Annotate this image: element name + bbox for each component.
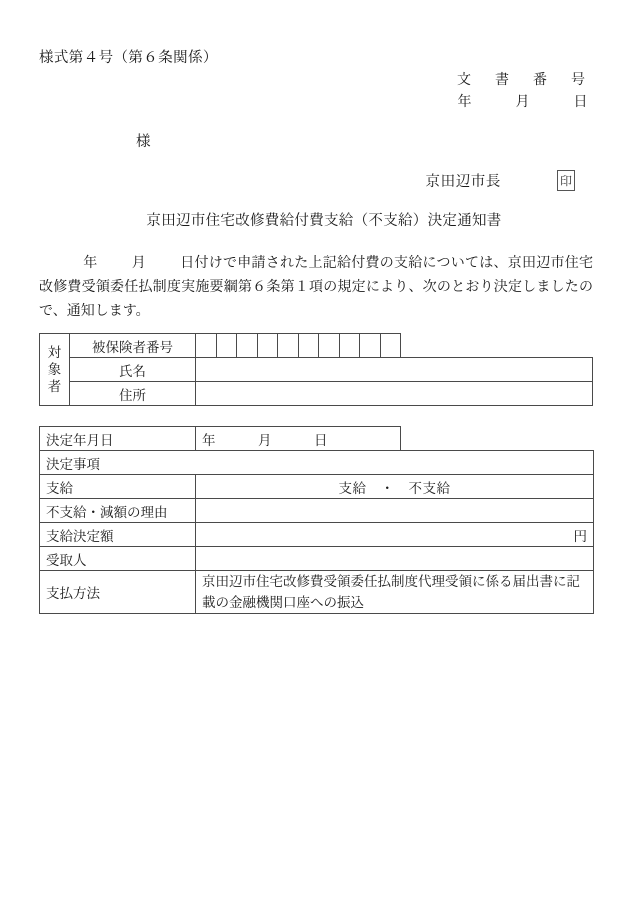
payment-choice-value[interactable]: 支給 ・ 不支給 (196, 475, 594, 499)
amount-value[interactable]: 円 (196, 523, 594, 547)
addressee-honorific: 様 (136, 134, 151, 150)
insurance-digit-9[interactable] (360, 334, 381, 358)
form-number: 様式第４号（第６条関係） (39, 50, 218, 66)
issuer-name: 京田辺市長 (425, 174, 501, 190)
insurance-digit-5[interactable] (278, 334, 299, 358)
body-main-text: 日付けで申請された上記給付費の支給については、京田辺市住宅改修費受領委任払制度実施要綱第６条第１項の規定により、次のとおり決定しましたので、通知します。 (39, 256, 594, 319)
table-row (40, 334, 593, 358)
decision-date-spacer (401, 427, 594, 451)
table-row (40, 382, 593, 406)
payment-method-value: 京田辺市住宅改修費受領委任払制度代理受領に係る届出書に記載の金融機関口座への振込 (196, 571, 594, 614)
table-row (40, 523, 594, 547)
table-row (40, 499, 594, 523)
insurance-digit-6[interactable] (298, 334, 319, 358)
document-date-label: 年 月 日 (457, 95, 588, 110)
reason-label: 不支給・減額の理由 (40, 499, 196, 523)
insurance-digit-4[interactable] (257, 334, 278, 358)
decision-items-label: 決定事項 (40, 451, 594, 475)
insurance-digit-3[interactable] (237, 334, 258, 358)
payment-label: 支給 (40, 475, 196, 499)
issuer-row (0, 170, 592, 191)
payment-method-label: 支払方法 (40, 571, 196, 614)
body-month-blank: 月 (131, 256, 147, 271)
amount-label: 支給決定額 (40, 523, 196, 547)
recipient-label: 受取人 (40, 547, 196, 571)
target-group-label-char-1: 対 (47, 345, 62, 360)
page-title: 京田辺市住宅改修費給付費支給（不支給）決定通知書 (146, 213, 502, 229)
insurance-number-spacer (401, 334, 593, 358)
table-row (40, 571, 594, 614)
target-group-label-char-3: 者 (47, 379, 62, 394)
address-value[interactable] (196, 382, 593, 406)
address-label: 住所 (70, 382, 196, 406)
insurance-digit-10[interactable] (380, 334, 401, 358)
table-row (40, 451, 594, 475)
insurance-number-label: 被保険者番号 (70, 334, 196, 358)
decision-date-label: 決定年月日 (40, 427, 196, 451)
target-person-table (39, 333, 593, 406)
decision-details-table (39, 426, 594, 614)
document-number-label: 文 書 番 号 (457, 73, 590, 88)
insurance-digit-8[interactable] (339, 334, 360, 358)
body-year-blank: 年 (83, 256, 98, 271)
seal-stamp-box: 印 (557, 170, 575, 191)
target-group-label-char-2: 象 (47, 362, 62, 377)
reason-value[interactable] (196, 499, 594, 523)
target-group-label (40, 334, 70, 406)
body-paragraph (39, 252, 593, 324)
document-meta-block (457, 70, 592, 114)
insurance-digit-2[interactable] (216, 334, 237, 358)
table-row (40, 475, 594, 499)
insurance-digit-1[interactable] (196, 334, 217, 358)
table-row (40, 358, 593, 382)
name-label: 氏名 (70, 358, 196, 382)
recipient-value[interactable] (196, 547, 594, 571)
table-row (40, 427, 594, 451)
name-value[interactable] (196, 358, 593, 382)
table-row (40, 547, 594, 571)
insurance-digit-7[interactable] (319, 334, 340, 358)
decision-date-value[interactable]: 年 月 日 (196, 427, 401, 451)
